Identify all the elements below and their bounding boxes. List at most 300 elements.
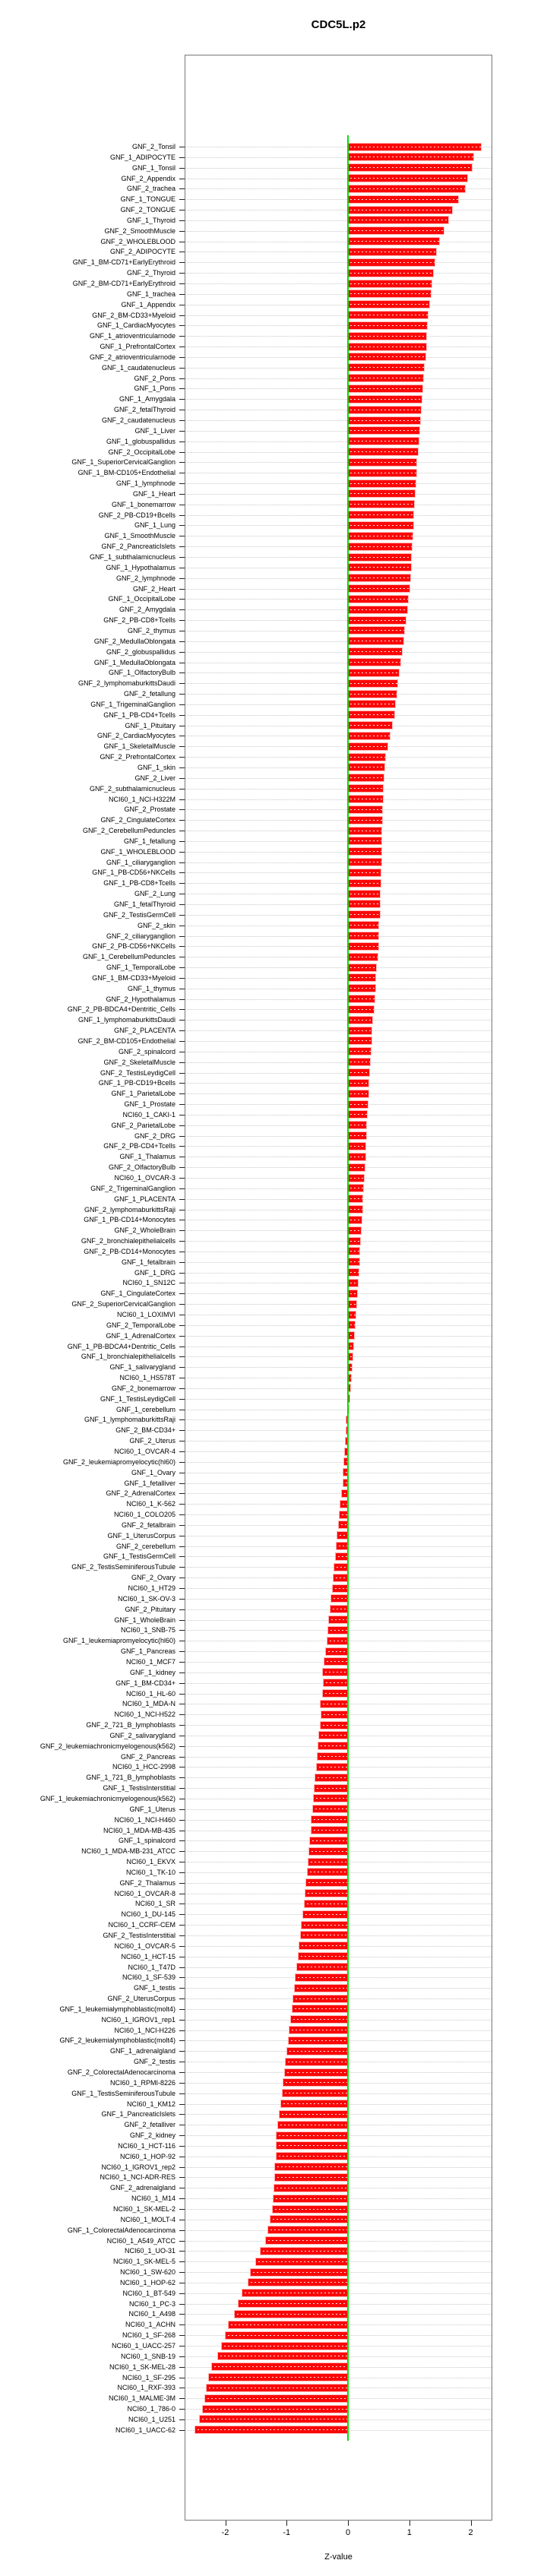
bar-dotted-texture [348, 672, 399, 673]
row-label: GNF_2_Liver [134, 774, 175, 782]
row-label: GNF_1_BM-CD33+Myeloid [92, 973, 175, 982]
y-axis-tick [179, 883, 185, 884]
bar [268, 2226, 348, 2233]
y-axis-tick [179, 2135, 185, 2136]
bar [293, 1995, 348, 2002]
bar-dotted-texture [318, 1745, 348, 1746]
row-label: GNF_1_SkeletalMuscle [103, 742, 175, 751]
y-axis-tick [179, 852, 185, 853]
grid-line [185, 609, 492, 610]
bar-dotted-texture [348, 903, 380, 904]
bar-dotted-texture [289, 2040, 348, 2041]
bar [348, 1154, 365, 1160]
y-axis-tick [179, 978, 185, 979]
y-axis-tick [179, 2198, 185, 2199]
y-axis-tick [179, 546, 185, 547]
bar-dotted-texture [266, 2240, 348, 2241]
grid-line [185, 1093, 492, 1094]
y-axis-tick [179, 1662, 185, 1663]
y-axis-tick [179, 1746, 185, 1747]
bar-dotted-texture [348, 914, 380, 915]
bar [348, 322, 427, 329]
bar [281, 2100, 348, 2107]
bar [348, 1280, 358, 1286]
bar [256, 2258, 348, 2265]
row-label: GNF_2_thymus [127, 626, 175, 635]
bar [348, 407, 421, 413]
row-label: GNF_2_PB-CD56+NKCells [92, 942, 175, 951]
grid-line [185, 1483, 492, 1484]
chart-title: CDC5L.p2 [311, 18, 366, 31]
bar [209, 2374, 348, 2381]
row-label: GNF_2_Thalamus [119, 1878, 175, 1887]
row-label: GNF_2_adrenalgland [109, 2184, 175, 2192]
bar [278, 2122, 348, 2128]
row-label: GNF_2_Heart [132, 584, 175, 593]
grid-line [185, 546, 492, 547]
row-label: NCI60_1_BT-549 [122, 2289, 175, 2297]
grid-line [185, 283, 492, 284]
bar-dotted-texture [229, 2324, 348, 2325]
row-label: GNF_2_OccipitalLobe [108, 448, 175, 456]
y-axis-tick [179, 1451, 185, 1452]
row-label: GNF_1_fetallung [123, 837, 175, 845]
y-axis-tick [179, 231, 185, 232]
y-axis-tick [179, 1009, 185, 1010]
row-label: NCI60_1_NCI-H226 [114, 2026, 175, 2034]
row-label: GNF_1_TestisInterstitial [103, 1784, 175, 1793]
row-label: GNF_1_cerebellum [115, 1405, 175, 1413]
y-axis-tick [179, 799, 185, 800]
y-axis-tick [179, 2314, 185, 2315]
bar [348, 1080, 368, 1087]
grid-line [185, 262, 492, 263]
y-axis-tick [179, 1599, 185, 1600]
grid-line [185, 1178, 492, 1179]
row-label: NCI60_1_MALME-3M [108, 2394, 175, 2403]
row-label: GNF_2_bronchialepithelialcells [81, 1237, 175, 1245]
bar-dotted-texture [275, 2177, 348, 2178]
bar [348, 490, 415, 497]
bar-dotted-texture [348, 630, 404, 631]
row-label: NCI60_1_MDA-MB-231_ATCC [81, 1847, 175, 1856]
row-label: GNF_2_leukemiachronicmyelogenous(k562) [40, 1742, 175, 1750]
grid-line [185, 1073, 492, 1074]
grid-line [185, 1030, 492, 1031]
y-axis-tick [179, 1273, 185, 1274]
bar-dotted-texture [270, 2219, 348, 2220]
grid-line [185, 336, 492, 337]
bar-dotted-texture [348, 694, 397, 695]
row-label: GNF_1_PB-CD4+Tcells [103, 710, 175, 719]
row-label: GNF_2_testis [133, 2058, 175, 2066]
row-label: GNF_1_Uterus [129, 1805, 175, 1813]
y-axis-tick [179, 578, 185, 579]
bar [348, 848, 381, 855]
y-axis-tick [179, 1104, 185, 1105]
bar [348, 859, 381, 866]
y-axis-tick [179, 757, 185, 758]
bar-dotted-texture [323, 1693, 348, 1694]
row-label: GNF_2_TestisSeminiferousTubule [71, 1563, 175, 1571]
bar-dotted-texture [291, 2019, 348, 2020]
grid-line [185, 652, 492, 653]
y-axis-tick [179, 1609, 185, 1610]
row-label: GNF_2_BM-CD71+EarlyErythroid [72, 280, 175, 287]
bar [348, 691, 397, 698]
row-label: GNF_1_globuspallidus [106, 437, 175, 445]
bar-dotted-texture [348, 935, 378, 936]
row-label: GNF_1_Heart [132, 489, 175, 498]
bar [348, 1301, 356, 1308]
bar [324, 1679, 348, 1686]
grid-line [185, 715, 492, 716]
y-axis-tick [179, 1725, 185, 1726]
grid-line [185, 452, 492, 453]
bar [348, 617, 406, 624]
bar [270, 2216, 348, 2223]
bar [283, 2079, 348, 2086]
y-axis-tick [179, 1504, 185, 1505]
y-axis-tick [179, 2020, 185, 2021]
bar-dotted-texture [226, 2335, 349, 2336]
bar-dotted-texture [348, 1009, 374, 1010]
y-axis-tick [179, 1820, 185, 1821]
bar-dotted-texture [336, 1556, 348, 1557]
row-label: GNF_2_TrigeminalGanglion [90, 1184, 175, 1192]
row-label: GNF_1_WholeBrain [114, 1616, 175, 1624]
bar [348, 1185, 363, 1191]
row-label: NCI60_1_LOXIMVI [116, 1311, 175, 1319]
grid-line [185, 799, 492, 800]
bar-dotted-texture [348, 1251, 359, 1252]
row-label: GNF_1_fetalliver [124, 1479, 175, 1487]
y-axis-tick [179, 315, 185, 316]
bar [348, 1248, 359, 1255]
y-axis-tick [179, 820, 185, 821]
bar [333, 1585, 348, 1592]
bar [337, 1532, 348, 1539]
row-label: NCI60_1_IGROV1_rep2 [101, 2163, 175, 2171]
y-axis-tick [179, 2051, 185, 2052]
bar-dotted-texture [275, 2166, 348, 2167]
bar [235, 2311, 348, 2318]
row-label: GNF_2_Appendix [121, 174, 175, 182]
y-axis-tick [179, 694, 185, 695]
bar [274, 2195, 348, 2202]
y-axis-tick [179, 2335, 185, 2336]
y-axis-tick [179, 2114, 185, 2115]
row-label: NCI60_1_A549_ATCC [106, 2236, 175, 2245]
y-axis-tick [179, 1914, 185, 1915]
grid-line [185, 325, 492, 326]
row-label: NCI60_1_SF-539 [122, 1973, 175, 1982]
y-axis-tick [179, 2409, 185, 2410]
bar [348, 1132, 366, 1139]
row-label: GNF_1_MedullaOblongata [93, 658, 175, 666]
bar-dotted-texture [277, 2156, 348, 2157]
grid-line [185, 1115, 492, 1116]
bar [348, 533, 413, 540]
bar-dotted-texture [348, 262, 435, 263]
bar-dotted-texture [348, 998, 375, 999]
row-label: GNF_2_CardiacMyocytes [96, 732, 175, 740]
y-axis-tick [179, 2072, 185, 2073]
y-axis-tick [179, 2104, 185, 2105]
bar [348, 417, 420, 424]
grid-line [185, 883, 492, 884]
y-axis-tick [179, 494, 185, 495]
bar [348, 385, 422, 392]
row-label: NCI60_1_T47D [128, 1963, 175, 1971]
bar [218, 2353, 348, 2359]
y-axis-tick [179, 2167, 185, 2168]
x-axis-tick-label: 2 [468, 2528, 473, 2537]
bar-dotted-texture [348, 1146, 365, 1147]
bar [348, 1006, 374, 1013]
row-label: GNF_1_Prostate [124, 1100, 175, 1109]
bar [348, 227, 444, 234]
grid-line [185, 462, 492, 463]
bar-dotted-texture [235, 2314, 348, 2315]
x-axis-tick [471, 2521, 472, 2526]
row-label: GNF_2_Hypothalamus [106, 995, 175, 1003]
row-label: GNF_2_Tonsil [131, 143, 175, 150]
row-label: GNF_1_ciliaryganglion [106, 858, 175, 866]
bar-dotted-texture [348, 483, 416, 484]
bar [348, 1258, 359, 1265]
row-label: NCI60_1_DU-145 [121, 1910, 175, 1919]
bar-dotted-texture [348, 283, 432, 284]
bar-dotted-texture [348, 988, 375, 989]
y-axis-tick [179, 441, 185, 442]
y-axis-tick [179, 1620, 185, 1621]
grid-line [185, 915, 492, 916]
bar-dotted-texture [348, 883, 381, 884]
bar-dotted-texture [333, 1588, 348, 1589]
row-label: GNF_2_TONGUE [120, 206, 175, 214]
row-label: GNF_1_lymphnode [115, 479, 175, 488]
bar [289, 2027, 348, 2033]
grid-line [185, 273, 492, 274]
row-label: GNF_2_cerebellum [115, 1542, 175, 1550]
bar-dotted-texture [348, 557, 411, 558]
y-axis-tick [179, 2398, 185, 2399]
row-label: GNF_2_721_B_lymphoblasts [86, 1721, 175, 1729]
row-label: GNF_1_BM-CD71+EarlyErythroid [72, 258, 175, 267]
grid-line [185, 1273, 492, 1274]
row-label: NCI60_1_MOLT-4 [120, 2215, 175, 2223]
bar [348, 574, 410, 581]
row-label: NCI60_1_SF-268 [122, 2331, 175, 2340]
y-axis-tick [179, 1840, 185, 1841]
y-axis-tick [179, 525, 185, 526]
bar-dotted-texture [281, 2103, 348, 2104]
row-label: NCI60_1_K-562 [126, 1500, 175, 1508]
bar-dotted-texture [348, 840, 381, 841]
grid-line [185, 1083, 492, 1084]
bar-dotted-texture [203, 2409, 348, 2410]
grid-line [185, 1367, 492, 1368]
y-axis-tick [179, 1925, 185, 1926]
row-label: GNF_2_TestisInterstitial [103, 1931, 175, 1939]
bar [348, 817, 382, 824]
row-label: GNF_2_Uterus [129, 1437, 175, 1445]
bar [348, 470, 416, 476]
row-label: GNF_2_PB-CD14+Monocytes [84, 1247, 175, 1255]
grid-line [185, 589, 492, 590]
bar [348, 932, 378, 939]
grid-line [185, 1230, 492, 1231]
row-label: GNF_2_ciliaryganglion [106, 932, 175, 940]
y-axis-tick [179, 946, 185, 947]
y-axis-tick [179, 399, 185, 400]
bar [348, 153, 473, 160]
grid-line [185, 1062, 492, 1063]
bar-dotted-texture [348, 609, 407, 610]
y-axis-tick [179, 557, 185, 558]
bar-dotted-texture [348, 493, 415, 494]
bar [315, 1774, 348, 1781]
bar [261, 2248, 348, 2255]
row-label: GNF_2_kidney [129, 2131, 175, 2140]
bar [348, 438, 419, 445]
bar-dotted-texture [348, 1346, 353, 1347]
row-label: NCI60_1_CAKI-1 [122, 1110, 175, 1119]
y-axis-tick [179, 2209, 185, 2210]
row-label: NCI60_1_RXF-393 [117, 2384, 175, 2392]
bar [348, 164, 472, 171]
row-label: GNF_2_TestisLeydigCell [100, 1068, 175, 1077]
bar-dotted-texture [331, 1598, 348, 1599]
grid-line [185, 1125, 492, 1126]
y-axis-tick [179, 1967, 185, 1968]
grid-line [185, 746, 492, 747]
row-label: GNF_1_TemporalLobe [106, 964, 175, 972]
grid-line [185, 1493, 492, 1494]
grid-line [185, 946, 492, 947]
row-label: NCI60_1_SF-295 [122, 2373, 175, 2381]
row-label: NCI60_1_SK-OV-3 [117, 1594, 175, 1603]
bar-dotted-texture [334, 1567, 348, 1568]
bar-dotted-texture [348, 1230, 361, 1231]
y-axis-tick [179, 915, 185, 916]
bar [348, 627, 404, 634]
row-label: GNF_2_OlfactoryBulb [108, 1163, 175, 1172]
bar [348, 364, 424, 371]
bar-dotted-texture [305, 1893, 348, 1894]
bar [348, 511, 413, 518]
bar [348, 375, 423, 381]
y-axis-tick [179, 2261, 185, 2262]
grid-line [185, 1388, 492, 1389]
bar [348, 207, 452, 214]
row-label: GNF_2_AdrenalCortex [106, 1489, 175, 1498]
row-label: GNF_2_Lung [134, 890, 175, 898]
bar-dotted-texture [348, 1293, 357, 1294]
grid-line [185, 368, 492, 369]
row-label: GNF_1_fetalThyroid [113, 900, 175, 908]
grid-line [185, 936, 492, 937]
bar [289, 2037, 348, 2044]
row-label: GNF_1_lymphomaburkittsDaudi [77, 1016, 175, 1024]
row-label: GNF_1_BM-CD105+Endothelial [77, 469, 175, 477]
bar [299, 1953, 348, 1960]
y-axis-tick [179, 767, 185, 768]
bar [348, 659, 400, 666]
y-axis-tick [179, 1483, 185, 1484]
bar [323, 1690, 348, 1697]
grid-line [185, 1167, 492, 1168]
grid-line [185, 1504, 492, 1505]
y-axis-tick [179, 188, 185, 189]
y-axis-tick [179, 1788, 185, 1789]
bar [348, 270, 433, 277]
y-axis-tick [179, 1325, 185, 1326]
y-axis-tick [179, 1167, 185, 1168]
grid-line [185, 694, 492, 695]
bar [331, 1595, 348, 1602]
y-axis-tick [179, 1419, 185, 1420]
bar [348, 880, 381, 887]
bar-dotted-texture [348, 820, 382, 821]
bar [286, 2059, 348, 2065]
row-label: NCI60_1_OVCAR-5 [114, 1941, 175, 1950]
y-axis-tick [179, 1041, 185, 1042]
bar [314, 1795, 348, 1802]
y-axis-tick [179, 2367, 185, 2368]
bar [348, 396, 422, 403]
bar-dotted-texture [324, 1661, 348, 1662]
y-axis-tick [179, 2083, 185, 2084]
y-axis-tick [179, 262, 185, 263]
x-axis-title: Z-value [324, 2552, 353, 2562]
bar [321, 1711, 348, 1718]
bar-dotted-texture [348, 1114, 367, 1115]
y-axis-tick [179, 368, 185, 369]
row-label: NCI60_1_HCT-15 [121, 1952, 175, 1960]
bar [303, 1911, 348, 1918]
grid-line [185, 620, 492, 621]
bar [348, 290, 431, 297]
y-axis-tick [179, 1462, 185, 1463]
bar [348, 1290, 357, 1297]
grid-line [185, 1399, 492, 1400]
row-label: NCI60_1_IGROV1_rep1 [101, 2015, 175, 2024]
bar [277, 2153, 348, 2160]
bar-dotted-texture [348, 1051, 371, 1052]
bar [306, 1879, 348, 1886]
bar-dotted-texture [348, 230, 444, 231]
row-label: GNF_1_AdrenalCortex [106, 1331, 175, 1340]
bar-dotted-texture [321, 1725, 348, 1726]
bar [348, 196, 458, 203]
bar [348, 427, 419, 434]
y-axis-tick [179, 1241, 185, 1242]
y-axis-tick [179, 1714, 185, 1715]
grid-line [185, 1462, 492, 1463]
y-axis-tick [179, 1293, 185, 1294]
row-label: GNF_2_leukemiapromyelocytic(hl60) [62, 1457, 175, 1466]
bar-dotted-texture [287, 2051, 348, 2052]
bar-dotted-texture [348, 525, 413, 526]
bar-dotted-texture [239, 2303, 348, 2304]
row-label: GNF_1_skin [137, 763, 175, 771]
bar [330, 1606, 348, 1612]
bar [324, 1658, 348, 1665]
bar-dotted-texture [295, 1988, 348, 1989]
row-label: GNF_1_SuperiorCervicalGanglion [71, 458, 175, 467]
